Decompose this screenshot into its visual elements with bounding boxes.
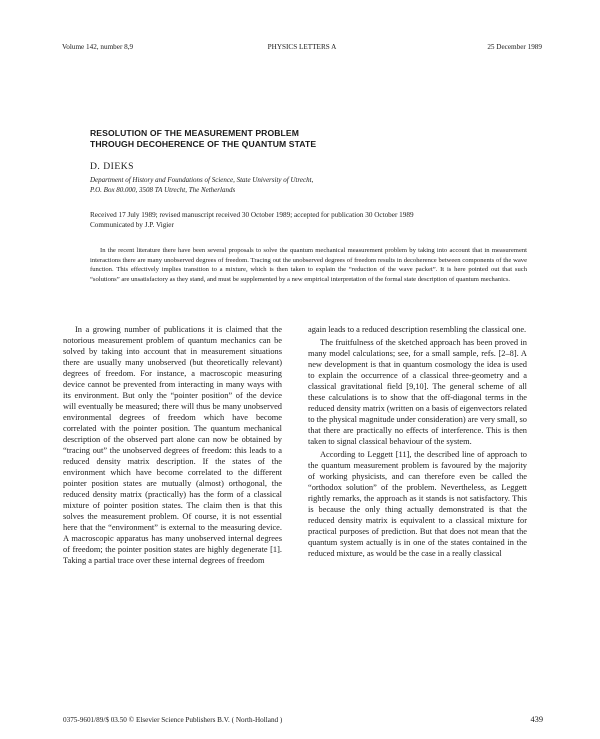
body-paragraph: In a growing number of publications it is claimed that the notorious measurement problem of quantum mechanics can be solved by taking into account that in measurement situations there are usually many unobserved (but theoretically relevant) degrees of freedom. For instance, a macroscopic measuring device cannot be prevented from interacting in many ways with its environment. But only the “pointer position” of the device will eventually be measured; there will thus be many unobserved environmental degrees of freedom which have become correlated with the pointer position. The quantum mechanical description of the observed part alone can now be obtained by “tracing out” the unobserved degrees of freedom: this leads to a reduced density matrix description. If the states of the environment which have become correlated to the different pointer position states are mutually (almost) orthogonal, the reduced density matrix (practically) has the form of a classical mixture of pointer position states. The claim then is that this solves the measurement problem. Of course, it is not essential here that the “environment” is external to the measuring device. A macroscopic apparatus has many unobserved internal degrees of freedom; the pointer position states are highly degenerate [1]. Taking a partial trace over these internal degrees of freedom <box>63 325 282 565</box>
page-footer <box>63 716 543 728</box>
body-paragraph: According to Leggett [11], the described line of approach to the quantum measurement problem is favoured by the majority of working physicists, and can therefore even be called the “orthodox solution” of the problem. Nevertheless, as Leggett rightly remarks, the approach as it stands is not satisfactory. This is because the only thing actually demonstrated is that the reduced density matrix is equivalent to a classical mixture for practical purposes of prediction. But that does not mean that the quantum system actually is in one of the states contained in the reduced mixture, as would be the case in a really classical <box>308 450 527 558</box>
affiliation-line: Department of History and Foundations of Science, State University of Utrecht, <box>90 176 314 184</box>
copyright-line: 0375-9601/89/$ 03.50 © Elsevier Science Publishers B.V. ( North-Holland ) <box>63 716 283 724</box>
running-head <box>62 43 542 55</box>
issue-date: 25 December 1989 <box>487 43 542 51</box>
title-line: RESOLUTION OF THE MEASUREMENT PROBLEM <box>90 128 299 138</box>
body-column-left <box>63 324 282 566</box>
body-paragraph: The fruitfulness of the sketched approach has been proved in many model calculations; see, for a small sample, refs. [2–8]. A new development is that in quantum cosmology the idea is used to explain the occurrence of a classical three-geometry and a classical gravitational field [9,10]. The general scheme of all these calculations is to show that the off-diagonal terms in the reduced density matrix (written on a basis of eigenvectors related to the physical magnitude under consideration) are very small, so that there are practically no effects of interference. This is then taken to signal classical behaviour of the system. <box>308 338 527 446</box>
title-line: THROUGH DECOHERENCE OF THE QUANTUM STATE <box>90 139 317 149</box>
abstract: In the recent literature there have been several proposals to solve the quantum mechanical measurement problem by taking into account that in measurement interactions there are many unobserved degrees of freedom. Tracing out the unobserved degrees of freedom results in decoherence between components of the wave function. This effectively implies transition to a mixture, which is then taken to explain the “reduction of the wave packet”. It is here pointed out that such “solutions” are unsatisfactory as they stand, and must be supplemented by a new empirical interpretation of the formal state description of quantum mechanics. <box>90 247 527 283</box>
paper-title <box>90 128 510 150</box>
author-name: D. DIEKS <box>90 161 134 172</box>
journal-name: PHYSICS LETTERS A <box>267 43 337 51</box>
submission-dates <box>90 210 414 230</box>
communicated-by: Communicated by J.P. Vigier <box>90 221 174 229</box>
body-column-right <box>308 324 527 559</box>
page-number: 439 <box>530 715 543 724</box>
journal-volume: Volume 142, number 8,9 <box>62 43 134 51</box>
body-paragraph-continued: again leads to a reduced description resembling the classical one. <box>308 325 527 334</box>
affiliation-line: P.O. Box 80.000, 3508 TA Utrecht, The Netherlands <box>90 186 236 194</box>
author-affiliation <box>90 175 313 195</box>
received-dates: Received 17 July 1989; revised manuscript received 30 October 1989; accepted for publication 30 October 1989 <box>90 211 414 219</box>
